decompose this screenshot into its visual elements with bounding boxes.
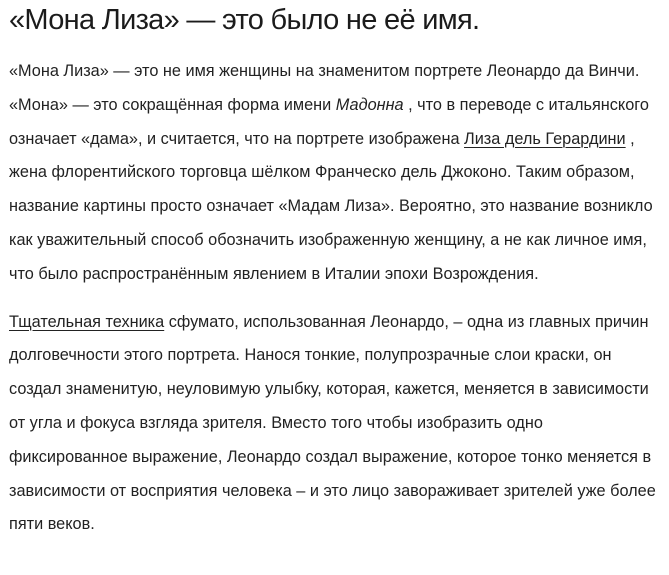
article <box>9 0 661 542</box>
italic-term: Мадонна <box>335 95 404 114</box>
paragraph-1-text-c: , жена флорентийского торговца шёлком Франческо дель Джоконо. Таким образом, название картины просто означает «Мадам Лиза». Вероятно, это название возникло как уважительный способ обозначить изображенную женщину, а не как личное имя, что было распространённым явлением в Италии эпохи Возрождения. <box>9 129 653 283</box>
paragraph-1-text-a: «Мона Лиза» — это не имя женщины на знаменитом портрете Леонардо да Винчи. «Мона» — это сокращённая форма имени <box>9 62 640 114</box>
link-careful-technique[interactable]: Тщательная техника <box>9 312 165 331</box>
paragraph-1-text-b: , что в переводе с итальянского означает «дама», и считается, что на портрете изображена <box>9 95 649 148</box>
paragraph-2 <box>9 306 661 543</box>
paragraph-2-text: сфумато, использованная Леонардо, – одна из главных причин долговечности этого портрета. Нанося тонкие, полупрозрачные слои краски, он создал знаменитую, неуловимую улыбку, которая, кажется, меняется в зависимости от угла и фокуса взгляда зрителя. Вместо того чтобы изобразить одно фиксированное выражение, Леонардо создал выражение, которое тонко меняется в зависимости от восприятия человека – и это лицо завораживает зрителей уже более пяти веков. <box>9 312 656 534</box>
link-lisa-gherardini[interactable]: Лиза дель Герардини <box>464 129 626 148</box>
paragraph-1 <box>9 55 661 292</box>
article-title: «Мона Лиза» — это было не её имя. <box>9 4 480 36</box>
